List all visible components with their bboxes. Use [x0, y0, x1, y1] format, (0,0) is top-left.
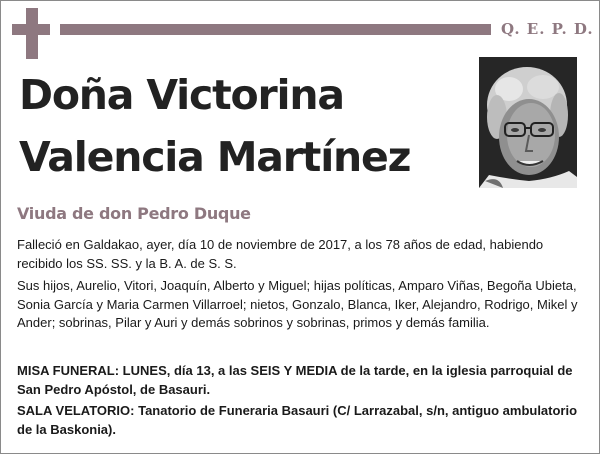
header-bar [60, 24, 491, 35]
death-notice-paragraph: Falleció en Galdakao, ayer, día 10 de noviembre de 2017, a los 78 años de edad, habiendo recibido los SS. SS. y la B. A. de S. S. [17, 237, 544, 271]
family-paragraph: Sus hijos, Aurelio, Vitori, Joaquín, Alberto y Miguel; hijas políticas, Amparo Viñas, Begoña Ubieta, Sonia García y Maria Carmen Villarroel; nietos, Gonzalo, Blanca, Iker, Alejandro, Rodrigo, Mikel y Ander; sobrinas, Pilar y Auri y demás sobrinos y sobrinas, primos y demás familia. [17, 278, 578, 330]
widow-subtitle: Viuda de don Pedro Duque [17, 204, 251, 223]
funeral-mass-paragraph: MISA FUNERAL: LUNES, día 13, a las SEIS Y MEDIA de la tarde, en la iglesia parroquial de San Pedro Apóstol, de Basauri. [17, 363, 573, 397]
wake-room-paragraph: SALA VELATORIO: Tanatorio de Funeraria Basauri (C/ Larrazabal, s/n, antiguo ambulatorio de la Baskonia). [17, 403, 578, 437]
deceased-name-line1: Doña Victorina [19, 71, 344, 119]
deceased-name-line2: Valencia Martínez [19, 133, 411, 181]
deceased-photo [479, 57, 577, 188]
qepd-label: Q. E. P. D. [501, 20, 594, 38]
